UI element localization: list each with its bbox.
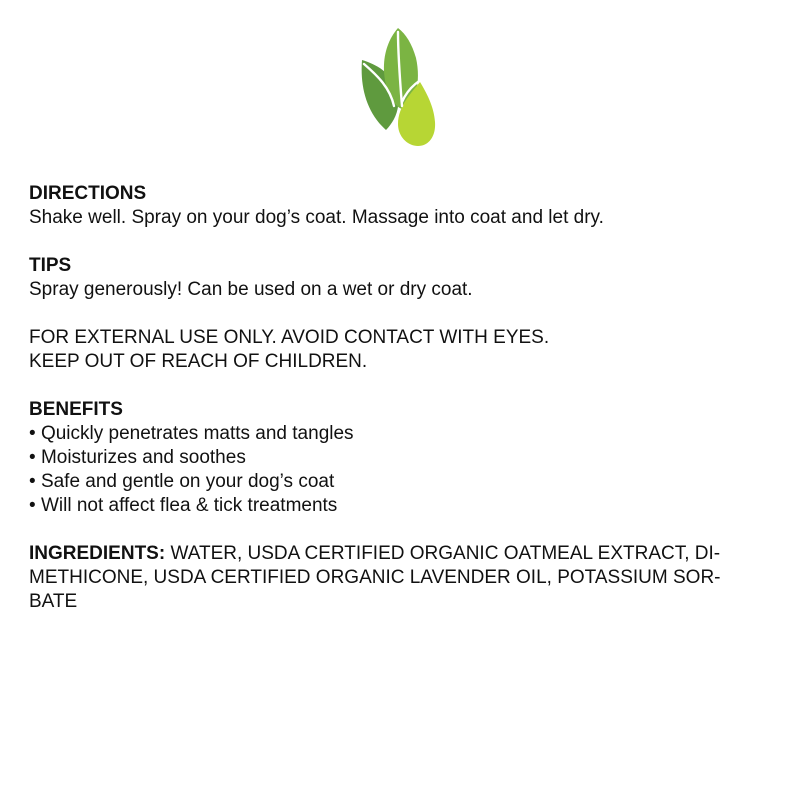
benefit-item: • Safe and gentle on your dog’s coat: [29, 470, 749, 494]
leaf-drop-icon: [358, 26, 438, 148]
warning-line: KEEP OUT OF REACH OF CHILDREN.: [29, 351, 368, 372]
benefit-item: • Moisturizes and soothes: [29, 446, 749, 470]
ingredients-text: BATE: [29, 591, 78, 612]
label-content: [29, 182, 749, 638]
tips-heading: TIPS: [29, 255, 72, 276]
directions-heading: DIRECTIONS: [29, 183, 147, 204]
benefits-section: [29, 398, 749, 518]
tips-text: Spray generously! Can be used on a wet or dry coat.: [29, 279, 473, 300]
benefit-item: • Quickly penetrates matts and tangles: [29, 422, 749, 446]
ingredients-text: METHICONE, USDA CERTIFIED ORGANIC LAVENDER OIL, POTASSIUM SOR-: [29, 567, 721, 588]
warnings-section: [29, 326, 749, 374]
ingredients-label: INGREDIENTS:: [29, 543, 166, 564]
benefit-item: • Will not affect flea & tick treatments: [29, 494, 749, 518]
ingredients-section: [29, 542, 749, 614]
tips-section: [29, 254, 749, 302]
benefits-heading: BENEFITS: [29, 399, 123, 420]
warning-line: FOR EXTERNAL USE ONLY. AVOID CONTACT WITH EYES.: [29, 327, 550, 348]
directions-text: Shake well. Spray on your dog’s coat. Massage into coat and let dry.: [29, 207, 604, 228]
ingredients-text: WATER, USDA CERTIFIED ORGANIC OATMEAL EXTRACT, DI-: [170, 543, 721, 564]
directions-section: [29, 182, 749, 230]
